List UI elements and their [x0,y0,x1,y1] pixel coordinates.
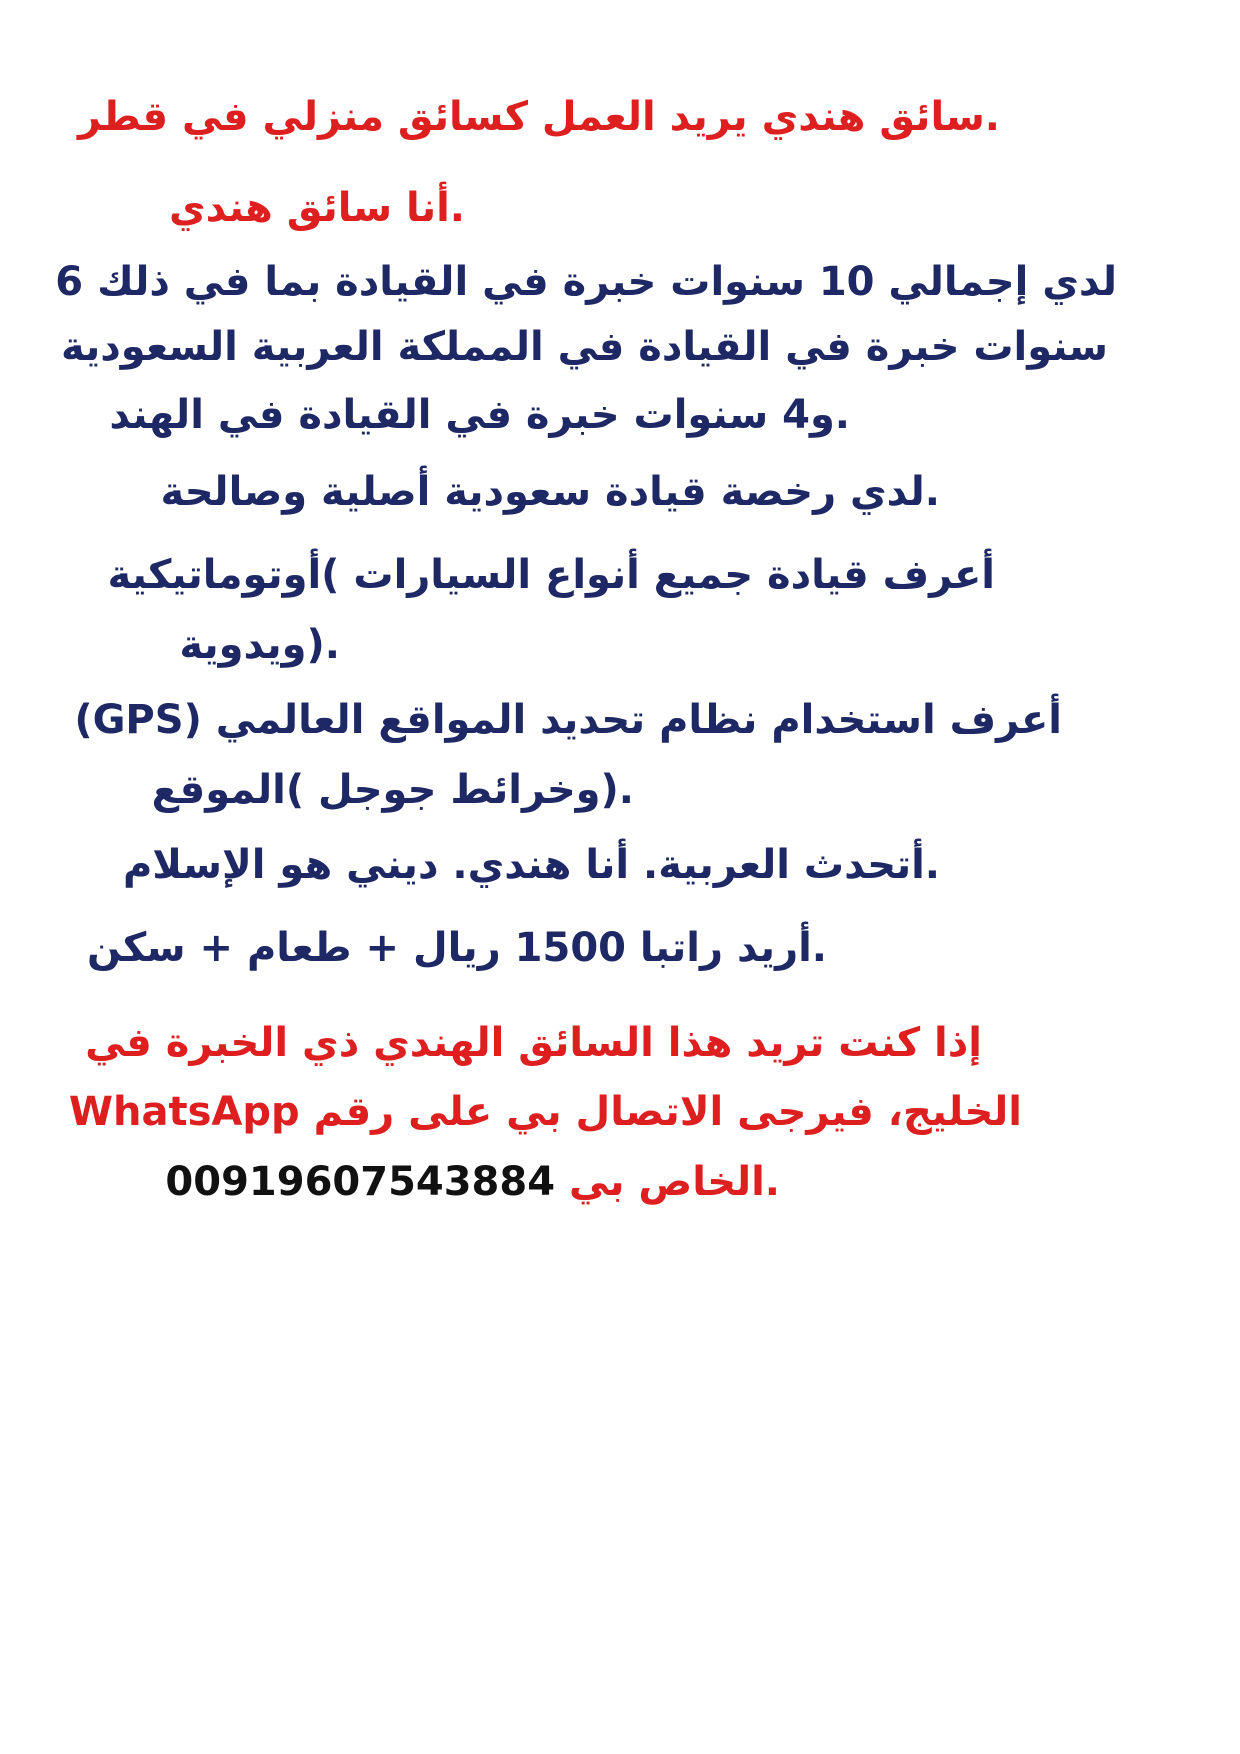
experience-line-1: لدي إجمالي 10 سنوات خبرة في القيادة بما في ذلك 6 [55,259,1117,305]
experience-line-3: .و4 سنوات خبرة في القيادة في الهند [109,392,850,438]
heading-line-2: .أنا سائق هندي [168,185,465,231]
salary-line: .أريد راتبا 1500 ريال + طعام + سكن [87,925,827,971]
heading-line-1: .سائق هندي يريد العمل كسائق منزلي في قطر [77,94,1000,140]
cars-line-2: .(ويدوية [179,622,340,668]
phone-number: 00919607543884 [165,1159,556,1205]
contact-line-3 [165,1159,780,1205]
about-line: .أتحدث العربية. أنا هندي. ديني هو الإسلام [122,842,940,888]
cars-line-1: أعرف قيادة جميع أنواع السيارات )أوتوماتيكية [107,552,995,598]
contact-text: .الخاص بي [569,1159,780,1205]
license-line: .لدي رخصة قيادة سعودية أصلية وصالحة [160,469,940,515]
gps-line-1: أعرف استخدام نظام تحديد المواقع العالمي (GPS) [74,697,1062,743]
contact-line-2: الخليج، فيرجى الاتصال بي على رقم WhatsApp [68,1089,1022,1135]
gps-line-2: .(وخرائط جوجل )الموقع [151,767,634,813]
contact-line-1: إذا كنت تريد هذا السائق الهندي ذي الخبرة في [85,1020,982,1066]
experience-line-2: سنوات خبرة في القيادة في المملكة العربية السعودية [60,324,1108,370]
